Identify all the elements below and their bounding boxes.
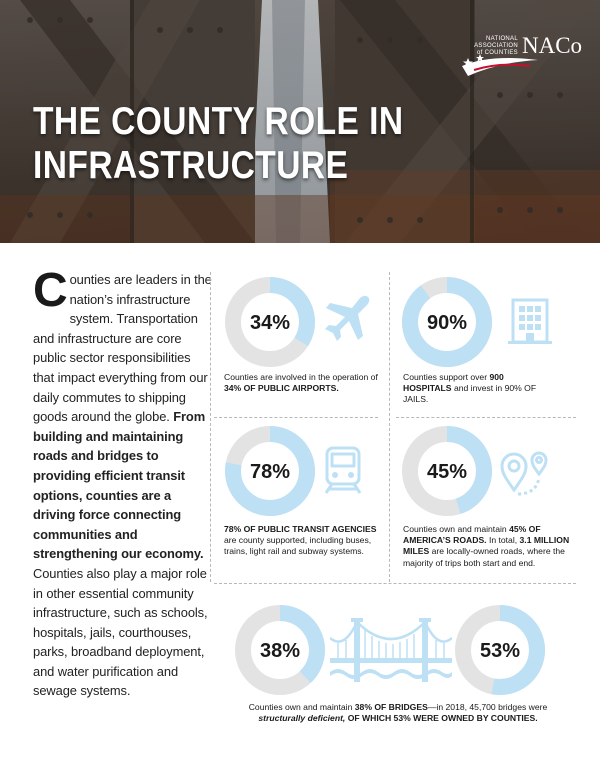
hero-banner xyxy=(0,0,600,243)
bridges-highlight: 38% OF BRIDGES xyxy=(354,702,428,712)
hospitals-highlight: 900 HOSPITALS xyxy=(403,372,504,394)
bridge-icon xyxy=(330,610,452,690)
divider-bottom xyxy=(214,583,576,584)
intro-text-2: Counties also play a major role in other essential community infrastructure, such as schools, hospitals, jails, courthouses, parks, broadband deployment, and water purification and sewage systems. xyxy=(33,565,208,699)
location-pins-icon xyxy=(496,444,552,500)
title-line-1: THE COUNTY ROLE IN xyxy=(33,100,404,143)
donut-bridges xyxy=(233,603,327,697)
donut-roads xyxy=(400,424,494,518)
logo-flag-icon xyxy=(460,52,540,78)
bridges-owned-percent-label: 53% xyxy=(479,640,521,662)
logo-line-3: of COUNTIES xyxy=(477,50,518,56)
intro-text-bold: From building and maintaining roads and bridges to providing efficient transit options, counties are a driving force connecting communities and strengthening our economy. xyxy=(33,409,206,562)
caption-hospitals xyxy=(403,372,553,406)
divider-row-right xyxy=(396,417,576,418)
intro-text-1: ounties are leaders in the nation’s infrastructure system. Transportation and infrastructure are core public sector responsibilities that impact everything from our daily commutes to shipping goods around the globe. xyxy=(33,272,212,425)
transit-text: are county supported, including buses, trains, light rail and subway systems. xyxy=(224,535,372,557)
page-title xyxy=(33,100,515,188)
donut-bridges-owned xyxy=(453,603,547,697)
hospitals-text: Counties support over xyxy=(403,372,488,382)
hospitals-text-2: and invest in 90% OF JAILS. xyxy=(403,383,537,405)
airports-percent-label: 34% xyxy=(249,312,291,334)
divider-center xyxy=(389,272,390,582)
caption-airports xyxy=(224,372,384,394)
donut-hospitals xyxy=(400,275,494,369)
caption-transit xyxy=(224,524,384,558)
airports-highlight: 34% OF PUBLIC AIRPORTS. xyxy=(224,383,339,394)
intro-paragraph xyxy=(33,264,213,701)
title-line-2: INFRASTRUCTURE xyxy=(33,144,349,187)
logo-line-2: ASSOCIATION xyxy=(474,43,518,49)
roads-highlight-2: 3.1 MILLION MILES xyxy=(403,535,570,557)
naco-logo xyxy=(460,30,590,80)
transit-percent-label: 78% xyxy=(249,461,291,483)
divider-left xyxy=(210,272,211,582)
roads-text: Counties own and maintain xyxy=(403,524,507,534)
transit-highlight: 78% OF PUBLIC TRANSIT AGENCIES xyxy=(224,524,377,534)
divider-row-left xyxy=(214,417,378,418)
roads-highlight: 45% OF AMERICA’S ROADS. xyxy=(403,524,541,546)
train-icon xyxy=(322,445,364,495)
caption-bridges xyxy=(228,702,568,724)
roads-percent-label: 45% xyxy=(426,461,468,483)
airports-text: Counties are involved in the operation of xyxy=(224,372,378,382)
donut-airports xyxy=(223,275,317,369)
logo-wordmark: NACo xyxy=(522,33,583,58)
bridges-percent-label: 38% xyxy=(259,640,301,662)
caption-roads xyxy=(403,524,578,569)
building-icon xyxy=(506,296,554,346)
drop-cap: C xyxy=(33,264,68,317)
hospitals-percent-label: 90% xyxy=(426,312,468,334)
bridges-italic: structurally deficient, xyxy=(258,713,346,724)
roads-text-3: are locally-owned roads, where the majority of trips both start and end. xyxy=(403,546,565,568)
bridges-text: Counties own and maintain xyxy=(248,702,353,712)
logo-line-1: NATIONAL xyxy=(486,36,518,42)
airplane-icon xyxy=(319,292,373,346)
bridges-highlight-2: OF WHICH 53% WERE OWNED BY COUNTIES. xyxy=(347,713,538,724)
roads-text-2: In total, xyxy=(488,535,518,546)
bridges-text-2: —in 2018, 45,700 bridges were xyxy=(427,702,548,712)
donut-transit xyxy=(223,424,317,518)
